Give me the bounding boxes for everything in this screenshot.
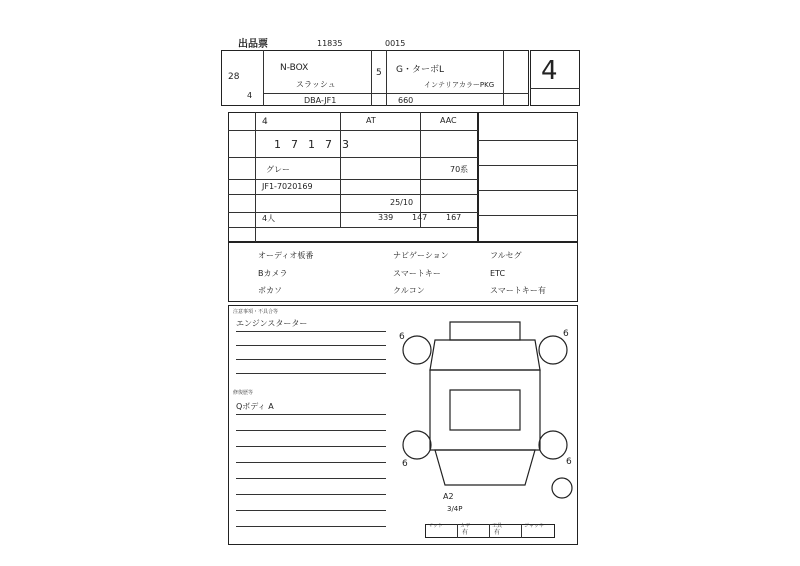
inspection-date: 25/10: [390, 198, 414, 207]
shift: AT: [366, 116, 376, 125]
disclosure-line: Qボディ A: [236, 402, 274, 411]
equipment-table: [478, 112, 578, 242]
damage-code: A2: [443, 492, 454, 501]
spare-wheel-icon: [552, 478, 572, 498]
grade: G・ターボL: [396, 65, 444, 75]
rear-left-wheel-icon: [403, 431, 431, 459]
car-body-outline: [430, 370, 540, 450]
seats-text: 4: [262, 117, 268, 127]
mileage-digit: 1: [308, 138, 315, 151]
car-cabin-outline: [450, 390, 520, 430]
sales-point: フルセグ: [490, 251, 522, 260]
sales-point: スマートキー: [393, 269, 441, 278]
sales-point: クルコン: [393, 286, 425, 295]
accessories-header: カギ: [460, 523, 471, 529]
chassis-no: JF1-7020169: [262, 182, 313, 191]
accessories-value: 有: [462, 529, 469, 536]
rear-right-wheel-icon: [539, 431, 567, 459]
damage-note: 3/4P: [447, 505, 463, 513]
dimension-height: 167: [446, 213, 462, 222]
color-no: 70系: [450, 165, 469, 174]
accessories-header: ジャッキ: [524, 523, 544, 529]
sales-point: オーディオ板番: [258, 251, 314, 260]
sales-point: スマートキー有: [490, 286, 546, 295]
car-damage-diagram: [390, 310, 580, 510]
month-label: 4: [247, 91, 253, 100]
sub-model-name: スラッシュ: [296, 80, 336, 89]
displacement: 660: [398, 96, 414, 105]
lot-suffix: 0015: [385, 39, 406, 48]
mileage-digit: 3: [342, 138, 349, 151]
remarks-line: エンジンスターター: [236, 319, 308, 328]
aircon: AAC: [440, 116, 457, 125]
model-code: DBA-JF1: [304, 96, 337, 105]
dimension-width: 147: [412, 213, 428, 222]
accessories-header: 工具: [492, 523, 503, 529]
model-name: N-BOX: [280, 63, 309, 73]
lot-code: 11835: [317, 39, 343, 48]
sales-point: ETC: [490, 269, 506, 278]
remarks-title: 注意事項・不具合等: [233, 309, 279, 315]
year-label: 28: [228, 72, 240, 82]
doors: 5: [376, 68, 382, 78]
color: グレー: [266, 165, 290, 174]
cert-count: 4人: [262, 214, 276, 223]
tire-rear-right: 6: [566, 457, 572, 467]
mileage-digit: 7: [325, 138, 332, 151]
tire-front-right: 6: [563, 329, 569, 339]
tire-front-left: 6: [399, 332, 405, 342]
mileage-digit: 1: [274, 138, 281, 151]
form-title: 出品票: [238, 39, 268, 50]
tire-rear-left: 6: [402, 459, 408, 469]
mileage-digit: 7: [291, 138, 298, 151]
sales-point: Bカメラ: [258, 269, 288, 278]
vehicle-info-box: [221, 50, 529, 106]
car-trunk-outline: [435, 450, 535, 485]
front-left-wheel-icon: [403, 336, 431, 364]
car-roof-outline: [450, 322, 520, 340]
car-hood-outline: [430, 340, 540, 370]
sales-point: ボカソ: [258, 286, 282, 295]
accessories-value: 有: [494, 529, 501, 536]
front-right-wheel-icon: [539, 336, 567, 364]
disclosure-title: 修復歴等: [233, 390, 254, 396]
sales-point: ナビゲーション: [393, 251, 449, 260]
accessories-header: マット: [428, 523, 443, 529]
lot-number: 4: [541, 56, 558, 86]
dimension-length: 339: [378, 213, 394, 222]
grade-package: インテリアカラーPKG: [424, 81, 495, 89]
